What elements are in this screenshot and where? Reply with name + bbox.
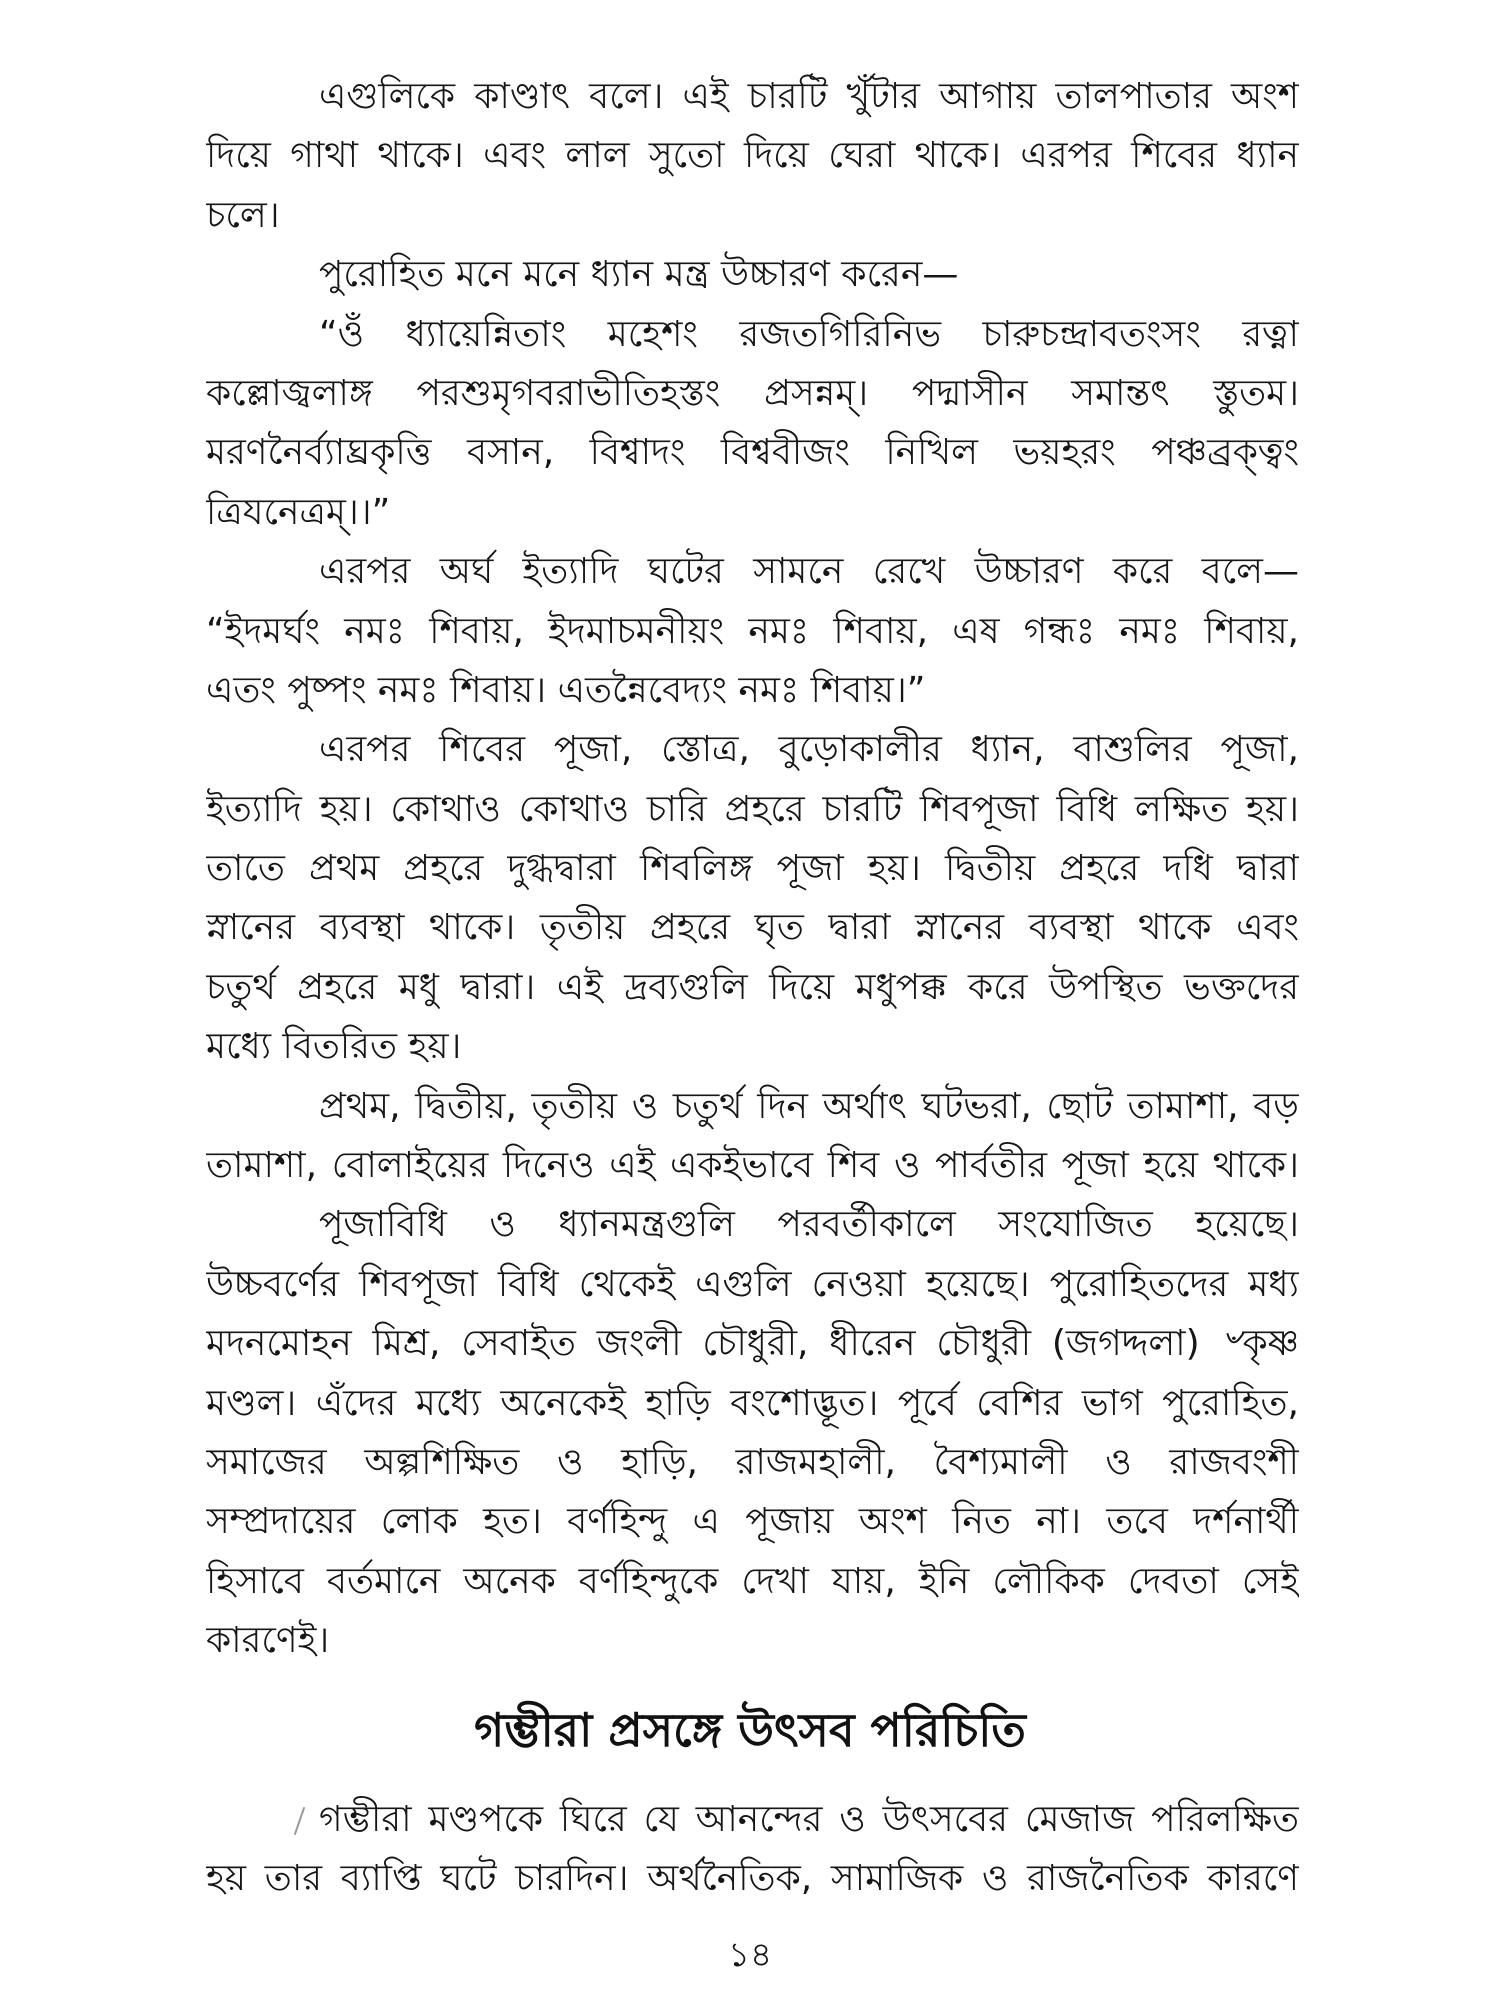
text-line: কল্লোজ্বলাঙ্গ পরশুমৃগবরাভীতিহস্তং প্রসন্নম্। পদ্মাসীন সমান্তৎ স্তুতম। bbox=[206, 372, 1299, 414]
text-line: সমাজের অল্পশিক্ষিত ও হাড়ি, রাজমহালী, বৈশ্যমালী ও রাজবংশী bbox=[206, 1441, 1299, 1483]
text-line: এতং পুষ্পং নমঃ শিবায়। এতন্নৈবেদ্যং নমঃ শিবায়।” bbox=[206, 669, 926, 711]
paragraph bbox=[206, 1077, 1299, 1196]
section-body bbox=[206, 1790, 1299, 1909]
text-line: হিসাবে বর্তমানে অনেক বর্ণহিন্দুকে দেখা যায়, ইনি লৌকিক দেবতা সেই bbox=[206, 1560, 1299, 1602]
text-line: ত্রিযনেত্রম্।।” bbox=[206, 491, 391, 533]
text-line: সম্প্রদায়ের লোক হত। বর্ণহিন্দু এ পূজায় অংশ নিত না। তবে দর্শনার্থী bbox=[206, 1501, 1299, 1543]
text-line: মরণনৈর্ব্যাঘ্রকৃত্তি বসান, বিশ্বাদং বিশ্ববীজং নিখিল ভয়হরং পঞ্চব্রক্ত্বং bbox=[206, 432, 1299, 474]
text-line: গম্ভীরা মণ্ডপকে ঘিরে যে আনন্দের ও উৎসবের মেজাজ পরিলক্ষিত bbox=[319, 1799, 1299, 1840]
text-line: মণ্ডল। এঁদের মধ্যে অনেকেই হাড়ি বংশোদ্ভূত। পূর্বে বেশির ভাগ পুরোহিত, bbox=[206, 1382, 1299, 1424]
text-line: চলে। bbox=[206, 194, 280, 236]
section-heading: গম্ভীরা প্রসঙ্গে উৎসব পরিচিতি bbox=[474, 1703, 1026, 1757]
text-line: স্নানের ব্যবস্থা থাকে। তৃতীয় প্রহরে ঘৃত দ্বারা স্নানের ব্যবস্থা থাকে এবং bbox=[206, 907, 1299, 949]
text-line: তামাশা, বোলাইয়ের দিনেও এই একইভাবে শিব ও পার্বতীর পূজা হয়ে থাকে। bbox=[206, 1145, 1299, 1187]
mantra-paragraph bbox=[206, 305, 1299, 543]
text-line: “ইদমর্ঘং নমঃ শিবায়, ইদমাচমনীয়ং নমঃ শিবায়, এষ গন্ধঃ নমঃ শিবায়, bbox=[206, 610, 1299, 652]
text-line: পুরোহিত মনে মনে ধ্যান মন্ত্র উচ্চারণ করেন— bbox=[319, 254, 959, 296]
text-line: এগুলিকে কাণ্ডাৎ বলে। এই চারটি খুঁটার আগায় তালপাতার অংশ bbox=[319, 76, 1299, 117]
paragraph bbox=[206, 1195, 1299, 1670]
text-line: কারণেই। bbox=[206, 1620, 330, 1662]
text-line: পূজাবিধি ও ধ্যানমন্ত্রগুলি পরবর্তীকালে সংযোজিত হয়েছে। bbox=[319, 1204, 1299, 1246]
paragraph bbox=[206, 542, 1299, 720]
text-line: চতুর্থ প্রহরে মধু দ্বারা। এই দ্রব্যগুলি দিয়ে মধুপক্ক করে উপস্থিত ভক্তদের bbox=[206, 966, 1299, 1008]
text-line: মধ্যে বিতরিত হয়। bbox=[206, 1026, 462, 1068]
text-line: প্রথম, দ্বিতীয়, তৃতীয় ও চতুর্থ দিন অর্থাৎ ঘটভরা, ছোট তামাশা, বড় bbox=[319, 1085, 1299, 1127]
paragraph bbox=[206, 1790, 1299, 1909]
text-line: এরপর অর্ঘ ইত্যাদি ঘটের সামনে রেখে উচ্চারণ করে বলে— bbox=[319, 551, 1299, 593]
text-line: “ওঁ ধ্যায়েন্নিতাং মহেশং রজতগিরিনিভ চারুচন্দ্রাবতংসং রত্না bbox=[319, 313, 1299, 355]
text-line: মদনমোহন মিশ্র, সেবাইত জংলী চৌধুরী, ধীরেন চৌধুরী (জগদ্দলা) ৺কৃষ্ণ bbox=[206, 1323, 1299, 1365]
text-line: এরপর শিবের পূজা, স্তোত্র, বুড়োকালীর ধ্যান, বাশুলির পূজা, bbox=[319, 729, 1299, 771]
text-line: দিয়ে গাথা থাকে। এবং লাল সুতো দিয়ে ঘেরা থাকে। এরপর শিবের ধ্যান bbox=[206, 135, 1299, 177]
body-text bbox=[206, 67, 1299, 1671]
text-line: উচ্চবর্ণের শিবপূজা বিধি থেকেই এগুলি নেওয়া হয়েছে। পুরোহিতদের মধ্য bbox=[206, 1263, 1299, 1305]
paragraph bbox=[206, 245, 1299, 304]
page-number: ১৪ bbox=[727, 1935, 773, 1975]
text-line: ইত্যাদি হয়। কোথাও কোথাও চারি প্রহরে চারটি শিবপূজা বিধি লক্ষিত হয়। bbox=[206, 788, 1299, 830]
text-line: তাতে প্রথম প্রহরে দুগ্ধদ্বারা শিবলিঙ্গ পূজা হয়। দ্বিতীয় প্রহরে দধি দ্বারা bbox=[206, 848, 1299, 890]
paragraph bbox=[206, 720, 1299, 1076]
paragraph bbox=[206, 67, 1299, 245]
text-line: হয় তার ব্যাপ্তি ঘটে চারদিন। অর্থনৈতিক, সামাজিক ও রাজনৈতিক কারণে bbox=[206, 1858, 1299, 1900]
